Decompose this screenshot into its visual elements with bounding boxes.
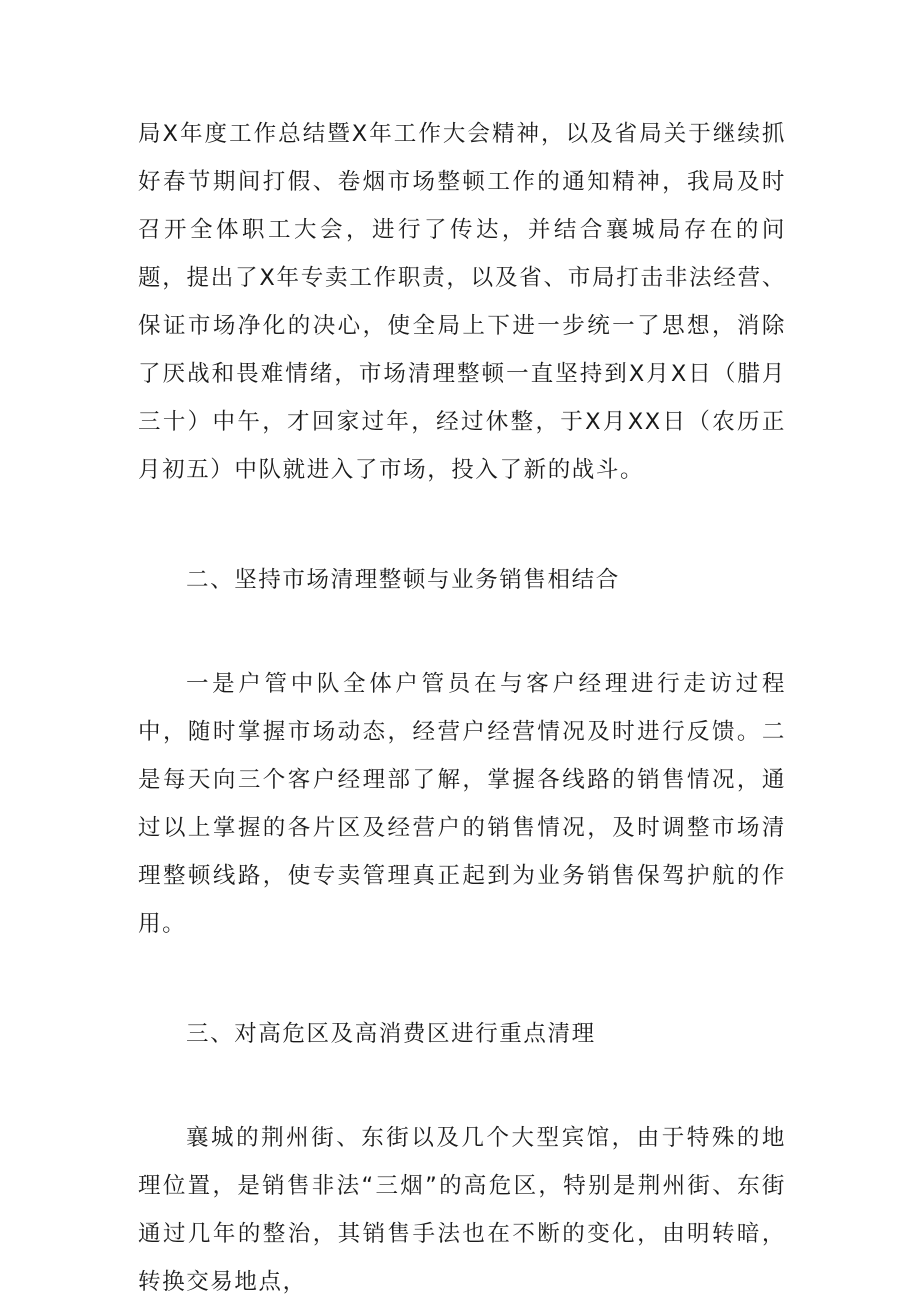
paragraph-section-3: 襄城的荆州街、东街以及几个大型宾馆，由于特殊的地理位置，是销售非法“三烟”的高危区，特别是荆州街、东街通过几年的整治，其销售手法也在不断的变化，由明转暗，转换交易地点， <box>138 1125 786 1295</box>
paragraph-section-2: 一是户管中队全体户管员在与客户经理进行走访过程中，随时掌握市场动态，经营户经营情况及时进行反馈。二是每天向三个客户经理部了解，掌握各线路的销售情况，通过以上掌握的各片区及经营户的销售情况，及时调整市场清理整顿线路，使专卖管理真正起到为业务销售保驾护航的作用。 <box>138 671 786 937</box>
section-heading-2: 二、坚持市场清理整顿与业务销售相结合 <box>186 567 620 593</box>
section-heading-3: 三、对高危区及高消费区进行重点清理 <box>186 1021 596 1047</box>
document-body <box>138 110 786 1306</box>
paragraph-continued: 局X年度工作总结暨X年工作大会精神，以及省局关于继续抓好春节期间打假、卷烟市场整顿工作的通知精神，我局及时召开全体职工大会，进行了传达，并结合襄城局存在的问题，提出了X年专卖工作职责，以及省、市局打击非法经营、保证市场净化的决心，使全局上下进一步统一了思想，消除了厌战和畏难情绪，市场清理整顿一直坚持到X月X日（腊月三十）中午，才回家过年，经过休整，于X月XX日（农历正月初五）中队就进入了市场，投入了新的战斗。 <box>138 121 786 483</box>
